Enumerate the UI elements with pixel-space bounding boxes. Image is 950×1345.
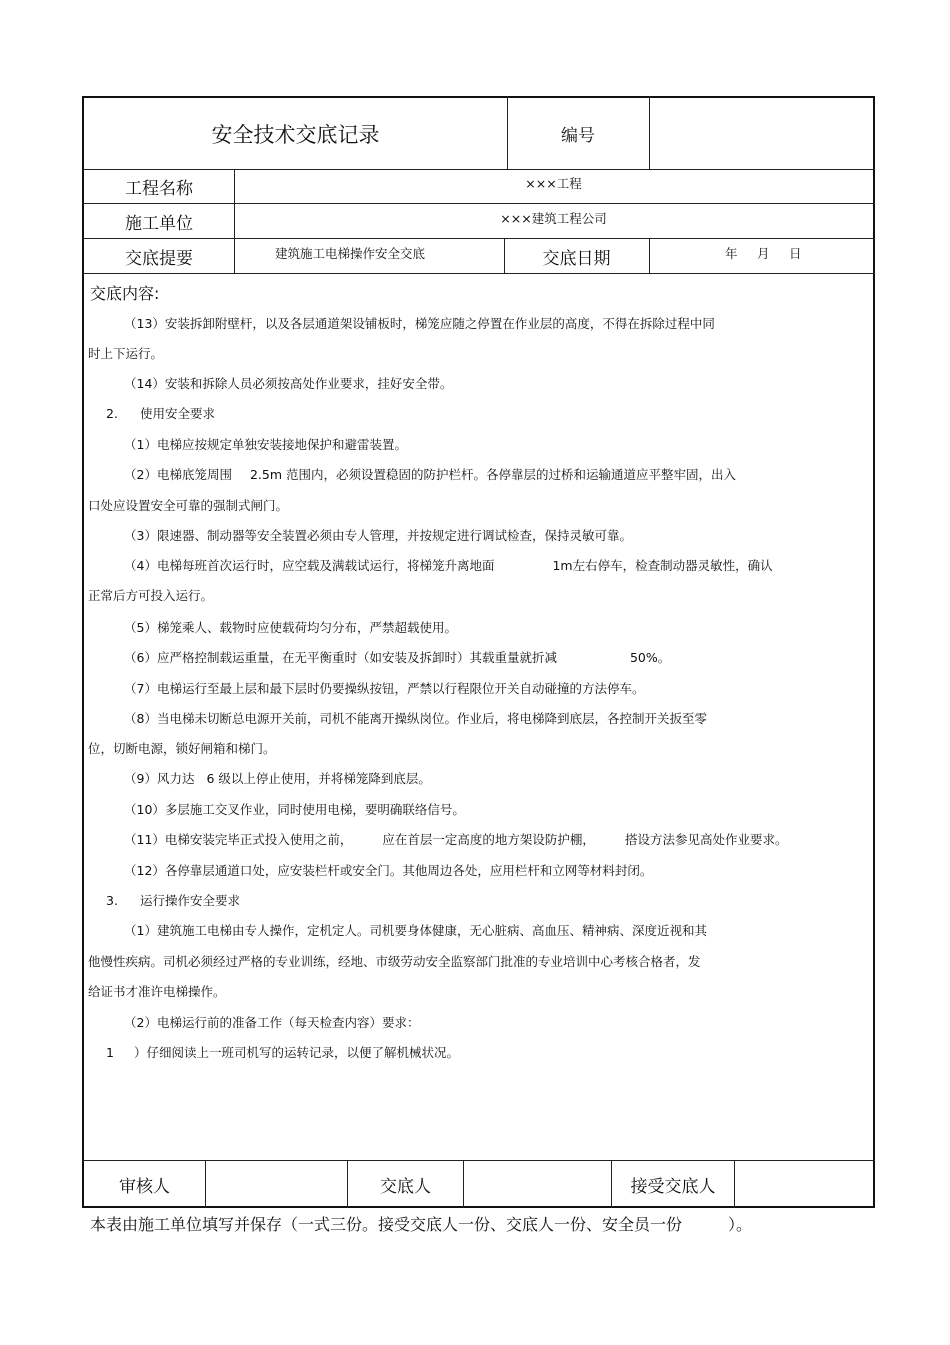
date-day: 日 (789, 246, 802, 261)
summary-value: 建筑施工电梯操作安全交底 (275, 246, 426, 261)
reviewer-label: 审核人 (119, 1176, 170, 1197)
construction-unit-value: ×××建筑工程公司 (500, 211, 607, 226)
row-divider (82, 273, 875, 274)
content-line: 位，切断电源，锁好闸箱和梯门。 (88, 741, 276, 756)
content-line: 给证书才准许电梯操作。 (88, 984, 226, 999)
section-heading (106, 404, 215, 422)
number-value[interactable] (649, 98, 873, 169)
date-month: 月 (757, 246, 770, 261)
content-segment: 搭设方法参见高处作业要求。 (624, 832, 788, 847)
content-line (124, 648, 670, 666)
content-segment: （6）应严格控制载运重量，在无平衡重时（如安装及拆卸时）其载重量就折减 (124, 650, 557, 665)
content-line (124, 465, 736, 483)
content-segment: 1m左右停车，检查制动器灵敏性，确认 (552, 558, 773, 573)
receiver-label: 接受交底人 (630, 1176, 716, 1197)
content-line (106, 1043, 459, 1061)
content-line: （10）多层施工交叉作业，同时使用电梯，要明确联络信号。 (124, 802, 465, 817)
project-name-label: 工程名称 (125, 179, 193, 199)
content-line: （5）梯笼乘人、载物时应使载荷均匀分布，严禁超载使用。 (124, 620, 457, 635)
construction-unit-label: 施工单位 (125, 213, 193, 234)
date-value (649, 237, 873, 269)
footer-note (90, 1212, 752, 1235)
content-line: 口处应设置安全可靠的强制式闸门。 (88, 498, 289, 513)
content-line (124, 769, 431, 787)
footer-note-text: 本表由施工单位填写并保存（一式三份。接受交底人一份、交底人一份、安全员一份 (90, 1215, 683, 1234)
summary-label: 交底提要 (125, 248, 193, 269)
discloser-label: 交底人 (380, 1176, 431, 1197)
content-segment: 2.5m 范围内，必须设置稳固的防护栏杆。各停靠层的过桥和运输通道应平整牢固，出入 (249, 467, 736, 482)
content-segment: （9）风力达 (124, 771, 195, 786)
content-segment: （2）电梯底笼周围 (124, 467, 232, 482)
content-segment: （4）电梯每班首次运行时，应空载及满载试运行，将梯笼升离地面 (124, 558, 495, 573)
section-heading (106, 891, 240, 909)
content-segment: 应在首层一定高度的地方架设防护棚， (382, 832, 595, 847)
content-line: 正常后方可投入运行。 (88, 588, 214, 603)
content-line: （12）各停靠层通道口处，应安装栏杆或安全门。其他周边各处，应用栏杆和立网等材料封闭。 (124, 863, 653, 878)
receiver-field[interactable] (735, 1161, 873, 1207)
content-line: 时上下运行。 (88, 346, 164, 361)
content-segment: 6 级以上停止使用，并将梯笼降到底层。 (206, 771, 431, 786)
section-number: 3. (106, 893, 118, 908)
content-line: （14）安装和拆除人员必须按高处作业要求，挂好安全带。 (124, 376, 453, 391)
form-title: 安全技术交底记录 (211, 122, 380, 147)
content-segment: （11）电梯安装完毕正式投入使用之前， (124, 832, 353, 847)
project-name-value: ×××工程 (525, 176, 582, 191)
reviewer-field[interactable] (206, 1161, 347, 1207)
section-number: 2. (106, 406, 118, 421)
date-label: 交底日期 (542, 248, 611, 269)
content-label: 交底内容: (90, 284, 160, 303)
content-segment: 50%。 (629, 650, 671, 665)
content-line: （1）电梯应按规定单独安装接地保护和避雷装置。 (124, 437, 407, 452)
footer-note-end: ）。 (728, 1215, 753, 1234)
number-label: 编号 (561, 126, 595, 146)
content-segment: 1 (106, 1045, 114, 1060)
content-line (124, 556, 773, 574)
section-title: 使用安全要求 (139, 406, 215, 421)
section-title: 运行操作安全要求 (139, 893, 240, 908)
content-line (124, 830, 787, 848)
content-line: 他慢性疾病。司机必须经过严格的专业训练，经地、市级劳动安全监察部门批准的专业培训中心考核合格者，发 (88, 954, 701, 969)
date-year: 年 (725, 246, 738, 261)
content-line: （3）限速器、制动器等安全装置必须由专人管理，并按规定进行调试检查，保持灵敏可靠。 (124, 528, 632, 543)
content-line: （2）电梯运行前的准备工作（每天检查内容）要求： (124, 1015, 420, 1030)
content-line: （1）建筑施工电梯由专人操作，定机定人。司机要身体健康，无心脏病、高血压、精神病、深度近视和其 (124, 923, 707, 938)
content-line: （13）安装拆卸附壁杆，以及各层通道架设铺板时，梯笼应随之停置在作业层的高度，不得在拆除过程中同 (124, 316, 715, 331)
content-line: （8）当电梯未切断总电源开关前，司机不能离开操纵岗位。作业后，将电梯降到底层，各控制开关扳至零 (124, 711, 707, 726)
content-line: （7）电梯运行至最上层和最下层时仍要操纵按钮，严禁以行程限位开关自动碰撞的方法停车。 (124, 681, 645, 696)
discloser-field[interactable] (464, 1161, 611, 1207)
content-segment: ）仔细阅读上一班司机写的运转记录，以便了解机械状况。 (133, 1045, 459, 1060)
